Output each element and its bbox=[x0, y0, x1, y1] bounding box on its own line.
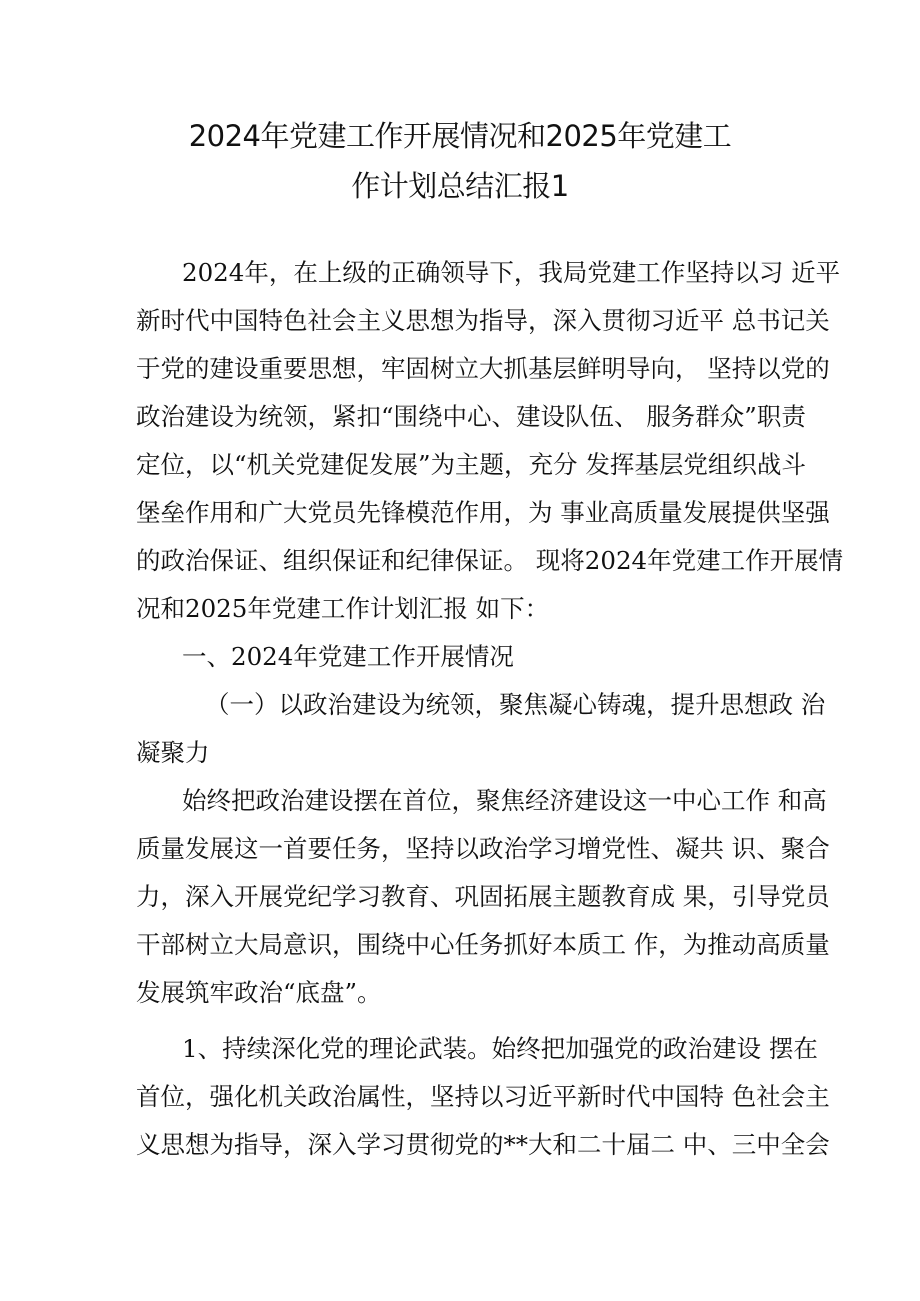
body-line: 政治建设为统领，紧扣“围绕中心、建设队伍、 服务群众”职责 bbox=[136, 402, 806, 431]
body-line: 首位，强化机关政治属性，坚持以习近平新时代中国特 色社会主 bbox=[136, 1082, 830, 1111]
body-line: 质量发展这一首要任务，坚持以政治学习增党性、凝共 识、聚合 bbox=[136, 834, 830, 863]
subsection-heading-cont: 凝聚力 bbox=[136, 738, 210, 767]
body-line: 力，深入开展党纪学习教育、巩固拓展主题教育成 果，引导党员 bbox=[136, 882, 830, 911]
body-line: 于党的建设重要思想，牢固树立大抓基层鲜明导向， 坚持以党的 bbox=[136, 354, 830, 383]
body-line: 1、持续深化党的理论武装。始终把加强党的政治建设 摆在 bbox=[182, 1034, 818, 1063]
document-title-line-1: 2024年党建工作开展情况和2025年党建工 bbox=[188, 119, 732, 153]
body-line: 定位，以“机关党建促发展”为主题，充分 发挥基层党组织战斗 bbox=[136, 450, 806, 479]
body-line: 堡垒作用和广大党员先锋模范作用，为 事业高质量发展提供坚强 bbox=[136, 498, 830, 527]
body-line: 2024年，在上级的正确领导下，我局党建工作坚持以习 近平 bbox=[182, 258, 841, 287]
body-line: 的政治保证、组织保证和纪律保证。 现将2024年党建工作开展情 bbox=[136, 546, 844, 575]
body-line: 始终把政治建设摆在首位，聚焦经济建设这一中心工作 和高 bbox=[182, 786, 827, 815]
body-line: 况和2025年党建工作计划汇报 如下： bbox=[136, 594, 550, 623]
body-line: 义思想为指导，深入学习贯彻党的**大和二十届二 中、三中全会 bbox=[136, 1130, 830, 1159]
body-line: 新时代中国特色社会主义思想为指导，深入贯彻习近平 总书记关 bbox=[136, 306, 830, 335]
body-line: 干部树立大局意识，围绕中心任务抓好本质工 作，为推动高质量 bbox=[136, 930, 830, 959]
document-title-line-2: 作计划总结汇报1 bbox=[351, 169, 569, 203]
subsection-heading: （一）以政治建设为统领，聚焦凝心铸魂，提升思想政 治 bbox=[205, 690, 826, 719]
section-heading: 一、2024年党建工作开展情况 bbox=[182, 642, 514, 671]
body-line: 发展筑牢政治“底盘”。 bbox=[136, 978, 382, 1007]
